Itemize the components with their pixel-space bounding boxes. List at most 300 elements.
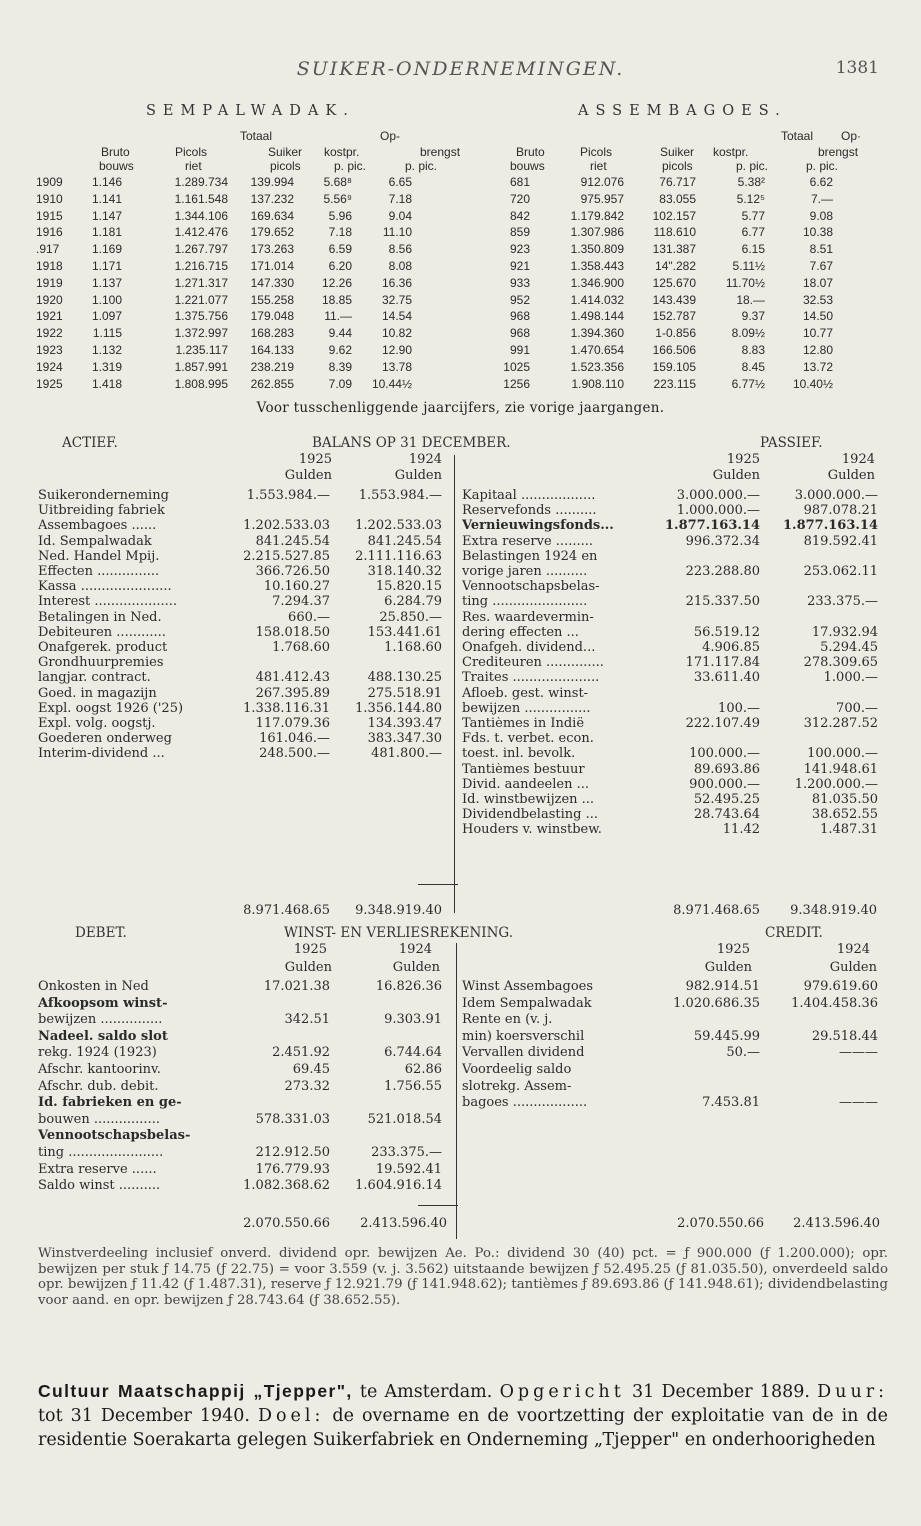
assembagoes-cell: 720 [509,191,530,206]
actief-item-value-1924: 6.284.79 [384,594,442,610]
sempalwadak-cell: 6.20 [328,259,352,273]
assembagoes-cell: 131.387 [652,242,696,257]
assembagoes-cell: 8.51 [809,242,833,257]
sempalwadak-cell: 9.62 [328,343,352,357]
actief-item-row [38,747,448,762]
passief-item-row [462,823,882,838]
sempalwadak-cell: 1.289.734 [174,175,228,189]
debet-item-row [38,1145,448,1160]
sempalwadak-cell: 155.258 [250,292,294,307]
section-title-sempalwadak: SEMPALWADAK. [146,103,355,119]
assembagoes-cell: 125.670 [652,275,696,290]
sempalwadak-cell: 1.372.997 [174,326,228,341]
sempalwadak-cell: 1.808.995 [174,376,228,391]
assembagoes-cell: 10.40½ [792,376,833,391]
sempalwadak-cell: 12.26 [321,275,352,290]
debet-item-row [38,1012,448,1027]
sempalwadak-cell: 1.141 [91,191,122,206]
header-ppic2-left: p. pic. [405,159,438,173]
actief-item-row [38,550,448,565]
actief-item-label: Kassa ...................... [38,580,172,595]
sempalwadak-cell: 169.634 [250,208,294,223]
header-totaal-right: Totaal [781,129,814,143]
actief-item-value-1924: 153.441.61 [367,624,442,640]
actief-item-label: Expl. oogst 1926 ('25) [38,701,184,716]
sempalwadak-cell: 1.161.548 [174,191,228,206]
passief-item-label: Tantièmes in Indië [462,717,585,731]
assembagoes-cell: 859 [509,225,530,240]
actief-item-value-1925: 248.500.— [259,746,330,762]
assembagoes-cell: 8.09½ [731,326,765,341]
balance-passief-head: PASSIEF. [760,435,823,451]
balance-right-currency-1: Gulden [712,468,760,483]
credit-item-row [462,1029,882,1044]
assembagoes-cell: 9.08 [809,208,833,223]
assembagoes-cell: 1.523.356 [570,359,624,374]
actief-item-value-1924: 275.518.91 [367,685,442,701]
sempalwadak-cell: 262.855 [250,376,294,391]
passief-item-label: Vernieuwingsfonds... [462,519,614,534]
assembagoes-cell: 18.07 [802,275,833,290]
balance-passief-list [462,488,882,838]
sempalwadak-cell: 1.221.077 [174,292,228,307]
credit-item-row [462,1062,882,1077]
debet-item-row [38,1079,448,1094]
pl-debet-list [38,979,448,1199]
assembagoes-cell: 6.77½ [731,376,765,391]
header-bouws-left: bouws [99,159,134,173]
credit-item-label: Idem Sempalwadak [462,995,592,1011]
sempalwadak-cell: 1.097 [91,309,122,324]
header-bouws-right: bouws [510,159,545,173]
sempalwadak-cell: 139.994 [250,175,294,189]
actief-item-value-1924: 481.800.— [371,746,442,762]
assembagoes-cell: 143.439 [652,292,696,307]
passief-item-value-1925: 4.906.85 [702,640,760,655]
passief-item-label: Extra reserve ......... [462,534,593,549]
sempalwadak-cell: 7.09 [328,376,352,391]
table-row-year: .917 [36,242,60,257]
duur-label: Duur: [817,1382,888,1402]
passief-item-value-1924: 17.932.94 [811,624,878,640]
actief-item-value-1924: 318.140.32 [367,564,442,579]
sempalwadak-cell: 1.115 [92,326,122,341]
passief-item-label: Onafgeh. dividend... [462,641,596,655]
actief-item-row [38,504,448,519]
balance-total-right-1924: 9.348.919.40 [790,903,877,918]
actief-item-value-1925: 267.395.89 [255,685,330,701]
debet-item-label: bouwen ................ [38,1111,160,1127]
assembagoes-cell: 5.77 [741,208,765,223]
debet-item-row [38,1128,448,1143]
passief-item-value-1924: 700.— [836,700,878,716]
debet-item-label: Vennootschapsbelas- [38,1128,191,1144]
actief-item-value-1924: 1.356.144.80 [355,700,442,716]
debet-item-value-1925: 17.021.38 [263,979,330,994]
passief-item-value-1924: 819.592.41 [803,533,878,549]
balance-left-currency-1: Gulden [284,468,332,483]
actief-item-row [38,565,448,580]
opgericht-label: Opgericht [499,1382,625,1402]
debet-item-value-1924: 16.826.36 [375,979,442,994]
actief-item-value-1925: 660.— [288,609,330,625]
passief-item-value-1925: 33.611.40 [693,670,760,686]
passief-item-value-1924: 81.035.50 [811,792,878,807]
passief-item-label: Fds. t. verbet. econ. [462,732,594,747]
doel-label: Doel: [257,1406,325,1426]
credit-item-value-1925: 50.— [726,1045,760,1061]
passief-item-value-1924: 1.200.000.— [794,776,878,792]
header-kostpr-left: kostpr. [324,145,360,159]
passief-item-label: Divid. aandeelen ... [462,777,590,792]
debet-item-value-1924: 9.303.91 [384,1012,442,1028]
debet-item-label: Afkoopsom winst- [38,995,168,1011]
header-suiker-left: Suiker [268,145,303,159]
header-picols-left: Picols [175,145,208,159]
header-kostpr-right: kostpr. [713,145,749,159]
header-op-left: Op- [380,129,401,143]
assembagoes-cell: 102.157 [652,208,696,223]
pl-total-right-1925: 2.070.550.66 [677,1216,764,1231]
balance-actief-list [38,488,448,762]
duur-value: tot 31 December 1940. [38,1406,258,1426]
sempalwadak-cell: 1.344.106 [174,208,228,223]
actief-item-label: Effecten ............... [38,565,160,579]
sempalwadak-cell: 7.18 [388,191,412,206]
debet-item-value-1925: 212.912.50 [255,1145,330,1160]
sempalwadak-cell: 1.271.317 [174,275,228,290]
assembagoes-cell: 681 [509,175,530,189]
pl-total-left-1924: 2.413.596.40 [360,1216,447,1231]
actief-item-value-1924: 15.820.15 [375,579,442,595]
running-title: SUIKER-ONDERNEMINGEN. [296,58,625,80]
passief-item-value-1924: 100.000.— [807,746,878,762]
pl-right-year-1925: 1925 [716,942,750,957]
actief-item-value-1925: 117.079.36 [255,716,330,731]
pl-left-currency-1: Gulden [284,960,332,975]
assembagoes-cell: 968 [509,309,530,324]
table-row-year: 1918 [36,259,63,273]
credit-item-row [462,1079,882,1094]
sempalwadak-cell: 16.36 [381,275,412,290]
pl-right-currency-1: Gulden [704,960,752,975]
sempalwadak-cell: 179.048 [250,309,294,324]
actief-item-value-1924: 25.850.— [379,609,442,625]
credit-item-value-1925: 1.020.686.35 [673,995,760,1011]
passief-item-value-1925: 222.107.49 [685,716,760,731]
assembagoes-cell: 1.498.144 [570,309,624,324]
running-header [0,58,921,84]
debet-item-row [38,1112,448,1127]
debet-item-row [38,1062,448,1077]
passief-item-row [462,778,882,793]
passief-item-row [462,808,882,823]
actief-item-row [38,687,448,702]
table-row-year: 1915 [36,208,63,223]
actief-item-value-1925: 2.215.527.85 [243,548,330,564]
page-number: 1381 [835,58,879,78]
assembagoes-cell: 1.307.986 [570,225,624,240]
actief-item-value-1925: 1.338.116.31 [243,700,330,716]
profit-distribution-note [38,1246,888,1308]
assembagoes-cell: 1.414.032 [570,292,624,307]
passief-item-row [462,763,882,778]
passief-item-row [462,747,882,762]
balance-left-year-1925: 1925 [298,452,332,467]
passief-item-row [462,717,882,732]
actief-item-row [38,535,448,550]
actief-item-value-1925: 841.245.54 [255,533,330,549]
credit-item-row [462,996,882,1011]
passief-item-label: Vennootschapsbelas- [462,580,600,595]
sempalwadak-cell: 6.65 [388,175,412,189]
passief-item-label: Reservefonds .......... [462,504,597,519]
assembagoes-cell: 952 [509,292,530,307]
credit-item-value-1924: ——— [839,1045,878,1061]
balance-left-year-1924: 1924 [408,452,442,467]
actief-item-row [38,580,448,595]
pl-debet-head: DEBET. [75,925,127,941]
passief-item-label: dering effecten ... [462,625,579,640]
assembagoes-cell: 223.115 [653,376,696,391]
header-picols2-left: picols [270,159,301,173]
actief-item-label: Uitbreiding fabriek [38,504,165,519]
actief-item-row [38,519,448,534]
passief-item-value-1925: 996.372.34 [685,533,760,549]
assembagoes-cell: 7.67 [809,259,833,273]
credit-item-label: Vervallen dividend [462,1045,585,1061]
actief-item-value-1924: 1.202.533.03 [355,518,442,534]
passief-item-row [462,793,882,808]
actief-item-label: Onafgerek. product [38,641,168,655]
actief-item-row [38,595,448,610]
credit-item-value-1924: ——— [839,1095,878,1111]
passief-item-row [462,504,882,519]
debet-item-label: Afschr. dub. debit. [38,1078,159,1094]
credit-item-value-1925: 59.445.99 [693,1028,760,1044]
credit-item-label: Voordeelig saldo [462,1062,572,1077]
debet-item-row [38,1095,448,1110]
sempalwadak-cell: 7.18 [328,225,352,240]
debet-item-label: Nadeel. saldo slot [38,1028,168,1044]
passief-item-value-1925: 56.519.12 [693,624,760,640]
passief-item-row [462,550,882,565]
debet-item-value-1924: 521.018.54 [367,1111,442,1127]
balance-divider [454,455,455,913]
debet-item-row [38,1045,448,1060]
actief-item-label: Suikeronderneming [38,489,169,503]
assembagoes-cell: 1-0.856 [655,326,696,341]
sempalwadak-cell: 1.181 [91,225,122,240]
assembagoes-cell: 83.055 [659,191,696,206]
actief-item-row [38,732,448,747]
sempalwadak-cell: 1.235.117 [175,343,228,357]
pl-total-right-1924: 2.413.596.40 [793,1216,880,1231]
assembagoes-cell: 1.908.110 [571,376,624,391]
sempalwadak-cell: 238.219 [250,359,294,374]
assembagoes-cell: 6.62 [809,175,833,189]
credit-item-value-1924: 979.619.60 [803,979,878,994]
sempalwadak-cell: 8.08 [388,259,412,273]
assembagoes-cell: 1025 [503,359,530,374]
actief-item-label: Id. Sempalwadak [38,534,152,549]
assembagoes-cell: 991 [509,343,530,357]
passief-item-value-1924: 987.078.21 [803,503,878,519]
header-riet-left: riet [185,159,202,173]
passief-item-row [462,732,882,747]
credit-item-label: min) koersverschil [462,1028,585,1044]
passief-item-value-1924: 3.000.000.— [794,488,878,503]
assembagoes-cell: 975.957 [580,191,624,206]
sempalwadak-cell: 168.283 [250,326,294,341]
sempalwadak-cell: 9.04 [388,208,412,223]
table-row-year: 1921 [36,309,63,324]
sempalwadak-cell: 1.857.991 [174,359,228,374]
assembagoes-cell: 5.38² [737,175,765,189]
assembagoes-cell: 32.53 [802,292,833,307]
assembagoes-cell: 12.80 [802,343,833,357]
assembagoes-cell: 118.610 [653,225,696,240]
actief-item-value-1925: 1.768.60 [272,640,330,655]
actief-item-label: Goederen onderweg [38,732,172,747]
debet-item-label: Saldo winst .......... [38,1178,161,1194]
sempalwadak-cell: 11.— [324,309,352,324]
table-row-year: 1923 [36,343,63,357]
debet-item-value-1924: 1.604.916.14 [355,1178,442,1194]
actief-item-label: Ned. Handel Mpij. [38,549,160,564]
table-row-year: 1910 [36,191,63,206]
assembagoes-cell: 152.787 [652,309,696,324]
assembagoes-cell: 1.179.842 [570,208,624,223]
passief-item-label: toest. inl. bevolk. [462,747,576,762]
passief-item-value-1925: 215.337.50 [685,594,760,610]
sempalwadak-cell: 32.75 [381,292,412,307]
table-row-year: 1924 [36,359,63,374]
passief-item-label: Tantièmes bestuur [462,762,585,777]
table-row-year: 1909 [36,175,63,189]
pl-left-year-1925: 1925 [293,942,327,957]
assembagoes-cell: 968 [509,326,530,341]
passief-item-row [462,626,882,641]
assembagoes-cell: 10.38 [802,225,833,240]
assembagoes-cell: 9.37 [741,309,765,324]
sempalwadak-cell: 1.132 [91,343,122,357]
passief-item-label: Kapitaal .................. [462,489,596,503]
passief-item-value-1925: 100.— [718,700,760,716]
passief-item-value-1924: 253.062.11 [803,564,878,579]
passief-item-value-1925: 1.877.163.14 [665,518,760,534]
sempalwadak-cell: 10.82 [381,326,412,341]
pl-credit-list [462,979,882,1119]
actief-item-value-1924: 841.245.54 [367,533,442,549]
passief-item-row [462,702,882,717]
debet-item-row [38,1162,448,1177]
assembagoes-cell: 923 [509,242,530,257]
actief-item-label: Interim-dividend ... [38,747,165,762]
passief-item-value-1924: 233.375.— [807,594,878,610]
company-entry [38,1379,888,1452]
passief-item-value-1924: 312.287.52 [803,716,878,731]
sempalwadak-cell: 1.146 [91,175,122,189]
table-row-year: 1925 [36,376,63,391]
actief-item-value-1925: 10.160.27 [263,579,330,595]
sempalwadak-cell: 1.319 [91,359,122,374]
passief-item-row [462,641,882,656]
assembagoes-cell: 921 [509,259,530,273]
assembagoes-cell: 6.15 [741,242,765,257]
sempalwadak-cell: 8.39 [328,359,352,374]
doel-value: de overname en de voortzetting der exploitatie van de in de residentie Soerakarta gelegen Suikerfabriek en Onderneming „Tjepper" en onderhoorigheden [38,1406,888,1450]
pl-left-currency-2: Gulden [392,960,440,975]
table-row-year: 1919 [36,275,63,290]
company-location: te Amsterdam. [352,1382,500,1402]
header-brengst-right: brengst [818,145,859,159]
passief-item-label: vorige jaren .......... [462,565,588,579]
credit-item-row [462,979,882,994]
assembagoes-cell: 14.50 [802,309,833,324]
balance-total-left-1924: 9.348.919.40 [355,903,442,918]
debet-item-label: Id. fabrieken en ge- [38,1095,182,1111]
assembagoes-cell: 933 [509,275,530,290]
passief-item-row [462,489,882,504]
debet-item-label: Onkosten in Ned [38,979,149,994]
passief-item-value-1925: 223.288.80 [685,564,760,579]
passief-item-row [462,687,882,702]
header-picols-right: Picols [580,145,613,159]
sempalwadak-cell: 137.232 [250,191,294,206]
passief-item-value-1924: 5.294.45 [820,640,878,655]
sempalwadak-cell: 6.59 [328,242,352,257]
sempalwadak-cell: 1.216.715 [174,259,228,273]
header-ppic2-right: p. pic. [806,159,839,173]
footnote-text: Winstverdeeling inclusief onverd. dividend opr. bewijzen Ae. Po.: dividend 30 (40) pct. = ƒ 900.000 (ƒ 1.200.000); opr. bewijzen per stuk ƒ 14.75 (ƒ 22.75) = voor 3.559 (v. j. 3.562) uitstaande bewijzen ƒ 52.495.25 (ƒ 81.035.50), onverdeeld saldo opr. bewijzen ƒ 11.42 (ƒ 1.487.31), reserve ƒ 12.921.79 (ƒ 141.948.62); tantièmes ƒ 89.693.86 (ƒ 141.948.61); dividendbelasting voor aand. en opr. bewijzen ƒ 28.743.64 (ƒ 38.652.55). [38,1246,888,1308]
sempalwadak-cell: 1.137 [91,275,122,290]
passief-item-label: Traites ..................... [462,671,600,686]
sempalwadak-cell: 1.412.476 [174,225,228,240]
assembagoes-cell: 5.11½ [732,259,765,273]
passief-item-value-1925: 171.117.84 [685,655,760,671]
actief-item-row [38,656,448,671]
actief-item-row [38,489,448,504]
pl-right-currency-2: Gulden [829,960,877,975]
debet-item-label: bewijzen ............... [38,1012,163,1028]
debet-item-row [38,1178,448,1193]
assembagoes-cell: 1.350.809 [570,242,624,257]
sempalwadak-cell: 5.56⁹ [323,191,352,206]
assembagoes-cell: 14".282 [655,259,696,273]
assembagoes-cell: 1.394.360 [570,326,624,341]
actief-item-value-1924: 383.347.30 [367,731,442,747]
passief-item-value-1925: 1.000.000.— [676,503,760,519]
sempalwadak-cell: 1.100 [91,292,122,307]
credit-item-value-1924: 1.404.458.36 [791,995,878,1011]
passief-item-label: ting ....................... [462,595,588,610]
passief-item-row [462,611,882,626]
sempalwadak-cell: 1.375.756 [174,309,228,324]
pl-title: WINST- EN VERLIESREKENING. [284,925,514,941]
sempalwadak-cell: 1.418 [91,376,122,391]
passief-item-value-1925: 52.495.25 [693,792,760,807]
header-brengst-left: brengst [420,145,461,159]
sempalwadak-cell: 18.85 [321,292,352,307]
credit-item-row [462,1095,882,1110]
passief-item-value-1925: 900.000.— [689,776,760,792]
credit-item-value-1925: 982.914.51 [685,979,760,994]
section-title-assembagoes: ASSEMBAGOES. [578,103,787,119]
balance-right-currency-2: Gulden [827,468,875,483]
passief-item-row [462,595,882,610]
passief-item-value-1924: 1.000.— [823,670,878,686]
